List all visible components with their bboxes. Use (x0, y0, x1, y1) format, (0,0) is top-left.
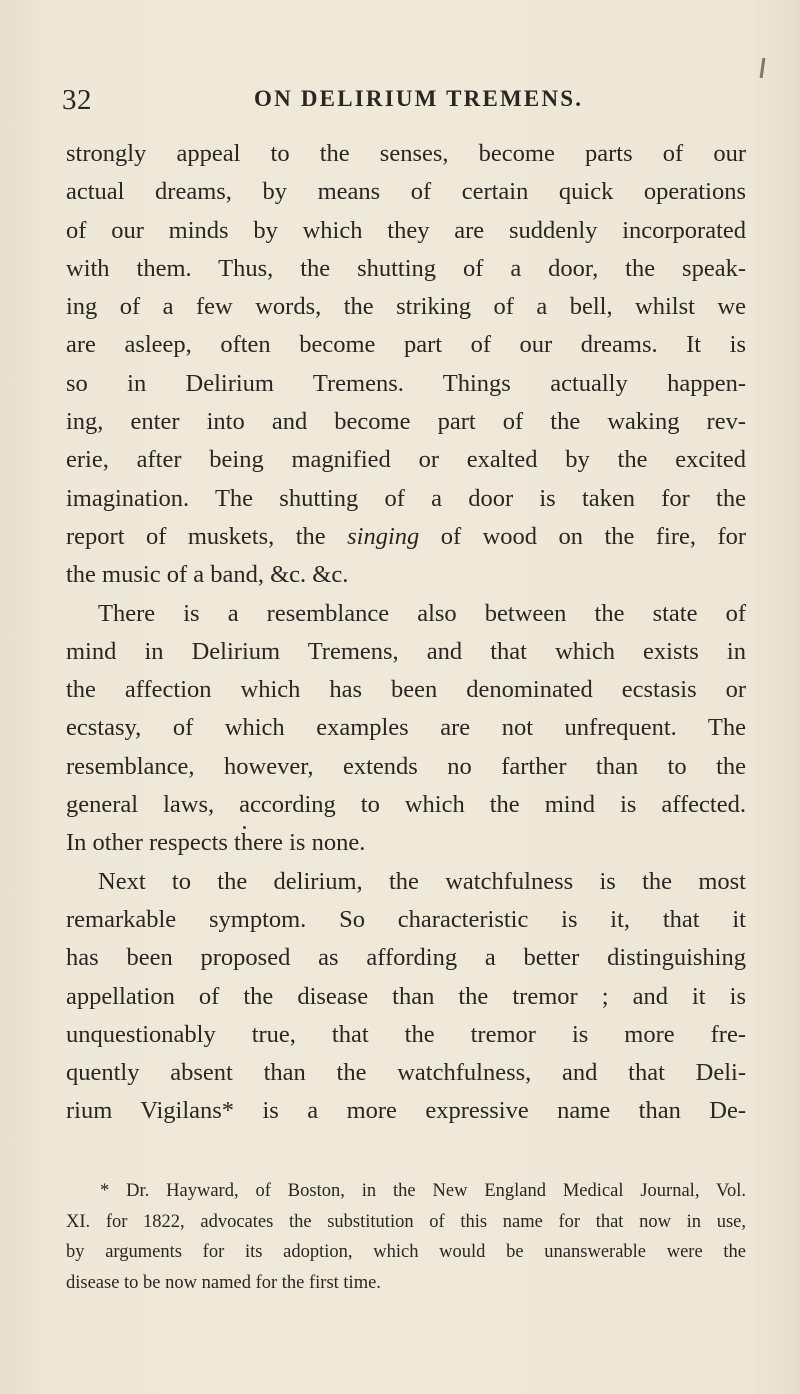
text-line: ecstasy, of which examples are not unfrequent. The (66, 714, 746, 742)
text-line: rium Vigilans* is a more expressive name than De- (66, 1097, 746, 1125)
footnote-line: disease to be now named for the first time. (66, 1272, 381, 1293)
page-number: 32 (62, 84, 92, 116)
footnote (66, 1176, 746, 1298)
page-blemish (760, 58, 766, 78)
text-line: strongly appeal to the senses, become parts of our (66, 140, 746, 167)
text-segment: report of muskets, the (66, 522, 326, 550)
text-line: general laws, according to which the mind is affected. (66, 791, 746, 819)
text-line: are asleep, often become part of our dreams. It is (66, 331, 746, 359)
text-line: There is a resemblance also between the state of (98, 599, 746, 627)
text-line: ing, enter into and become part of the waking rev- (66, 408, 746, 436)
text-line: Next to the delirium, the watchfulness is the most (98, 867, 746, 895)
text-line: quently absent than the watchfulness, and that Deli- (66, 1059, 746, 1087)
text-line: mind in Delirium Tremens, and that which exists in (66, 637, 746, 665)
footnote-line: by arguments for its adoption, which would be unanswerable were the (66, 1242, 746, 1262)
text-line: ing of a few words, the striking of a bell, whilst we (66, 293, 746, 321)
running-head: ON DELIRIUM TREMENS. (254, 86, 584, 111)
text-line: has been proposed as affording a better distinguishing (66, 944, 746, 972)
text-line: imagination. The shutting of a door is taken for the (66, 484, 746, 512)
text-line: In other respects there is none. (66, 829, 366, 857)
text-line: so in Delirium Tremens. Things actually happen- (66, 369, 746, 397)
text-line: erie, after being magnified or exalted by the excited (66, 446, 746, 474)
page-header (62, 84, 752, 124)
footnote-line: * Dr. Hayward, of Boston, in the New England Medical Journal, Vol. (100, 1181, 746, 1201)
text-line: resemblance, however, extends no farther than to the (66, 752, 746, 780)
text-line: the music of a band, &c. &c. (66, 561, 349, 589)
body-text (66, 135, 746, 1131)
text-line: with them. Thus, the shutting of a door, the speak- (66, 254, 746, 282)
text-line: remarkable symptom. So characteristic is it, that it (66, 905, 746, 933)
text-line-with-italic (66, 518, 746, 556)
text-segment: of wood on the fire, for (440, 522, 747, 550)
italic-word: singing (347, 522, 420, 550)
text-line: of our minds by which they are suddenly incorporated (66, 216, 746, 244)
text-line: appellation of the disease than the tremor ; and it is (66, 982, 746, 1010)
text-line: actual dreams, by means of certain quick operations (66, 178, 746, 206)
footnote-line: XI. for 1822, advocates the substitution of this name for that now in use, (66, 1211, 746, 1232)
text-line: the affection which has been denominated ecstasis or (66, 676, 746, 704)
text-line: unquestionably true, that the tremor is more fre- (66, 1020, 746, 1048)
